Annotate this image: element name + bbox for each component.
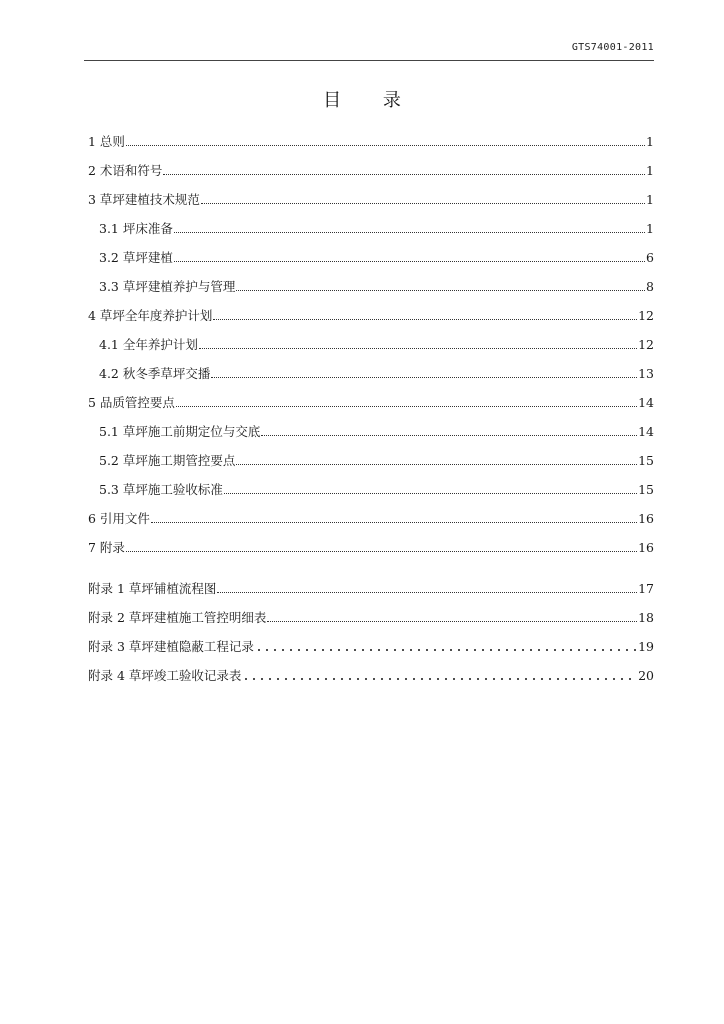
document-code: GTS74001-2011 [571,42,654,53]
toc-entry[interactable] [88,304,654,324]
toc-subentry[interactable] [88,362,654,382]
toc-entry-page: 1 [646,192,654,207]
toc-entry[interactable] [88,130,654,150]
toc-entry-label: 4.2 秋冬季草坪交播 [99,366,211,381]
toc-entry-page: 15 [638,453,654,468]
toc-entry-label: 4.1 全年养护计划 [99,337,198,352]
dot-leader [236,463,637,465]
toc-entry-label: 3.3 草坪建植养护与管理 [99,279,236,294]
toc-subentry[interactable] [88,478,654,498]
toc-entry-label: 2 术语和符号 [88,163,163,178]
toc-entry[interactable] [88,188,654,208]
appendix-entry[interactable] [88,606,654,626]
toc-subentry[interactable] [88,449,654,469]
dot-leader [211,376,637,378]
toc-entry[interactable] [88,391,654,411]
toc-entry[interactable] [88,507,654,527]
toc-entry-label: 5 品质管控要点 [88,395,175,410]
toc-entry-label: 附录 4 草坪竣工验收记录表 [88,668,242,683]
toc-entry-label: 5.3 草坪施工验收标准 [99,482,223,497]
dot-leader [163,173,645,175]
toc-subentry[interactable] [88,333,654,353]
dot-leader [213,318,637,320]
toc-entry-page: 12 [638,337,654,352]
toc-entry[interactable] [88,159,654,179]
toc-entry-page: 20 [638,668,654,683]
dot-leader [176,405,637,407]
toc-entry-label: 5.1 草坪施工前期定位与交底 [99,424,261,439]
toc-entry-label: 附录 3 草坪建植隐蔽工程记录 [88,639,254,654]
dot-leader [217,591,637,593]
toc-entry-label: 5.2 草坪施工期管控要点 [99,453,236,468]
toc-entry-page: 17 [638,581,654,596]
toc-entry-page: 1 [646,221,654,236]
dot-leader [236,289,645,291]
appendix-entry[interactable] [88,664,654,684]
toc-entry-label: 附录 2 草坪建植施工管控明细表 [88,610,267,625]
dot-leader [126,144,645,146]
toc-entry-page: 16 [638,540,654,555]
toc-entry-page: 16 [638,511,654,526]
dot-leader [261,434,637,436]
toc-entry-page: 18 [638,610,654,625]
toc-entry-label: 3.2 草坪建植 [99,250,173,265]
toc-entry-page: 14 [638,395,654,410]
toc-entry-label: 6 引用文件 [88,511,150,526]
toc-entry-page: 1 [646,134,654,149]
toc-subentry[interactable] [88,246,654,266]
toc-entry-label: 3.1 坪床准备 [99,221,173,236]
toc-subentry[interactable] [88,420,654,440]
toc-entry-page: 13 [638,366,654,381]
toc-entry-label: 3 草坪建植技术规范 [88,192,200,207]
toc-entry-page: 1 [646,163,654,178]
dot-leader [126,550,637,552]
toc-entry-page: 14 [638,424,654,439]
toc-entry-label: 7 附录 [88,540,125,555]
dot-leader [201,202,645,204]
toc-entry-page: 15 [638,482,654,497]
dot-leader [242,678,637,680]
toc-entry-label: 4 草坪全年度养护计划 [88,308,213,323]
toc-subentry[interactable] [88,217,654,237]
dot-leader [267,620,637,622]
toc-entry-page: 6 [646,250,654,265]
dot-leader [174,260,645,262]
dot-leader [151,521,637,523]
appendix-entry[interactable] [88,577,654,597]
appendix-entry[interactable] [88,635,654,655]
dot-leader [224,492,637,494]
toc-entry-page: 12 [638,308,654,323]
dot-leader [174,231,645,233]
toc-entry-label: 附录 1 草坪铺植流程图 [88,581,217,596]
toc-subentry[interactable] [88,275,654,295]
toc-title: 目 录 [323,90,419,111]
toc-entry[interactable] [88,536,654,556]
toc-entry-label: 1 总则 [88,134,125,149]
dot-leader [255,649,637,651]
toc-entry-page: 8 [646,279,654,294]
dot-leader [199,347,637,349]
toc-entry-page: 19 [638,639,654,654]
header-rule [84,60,654,61]
